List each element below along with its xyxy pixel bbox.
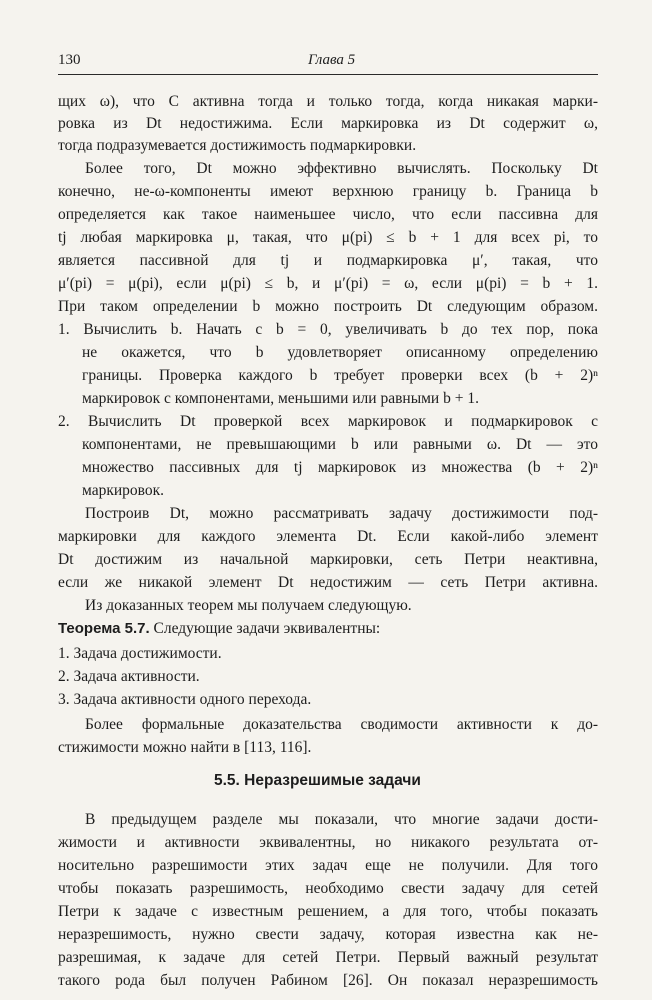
text-line: μ′(pi) = μ(pi), если μ(pi) ≤ b, и μ′(pi) = ω, если μ(pi) = b + 1.	[58, 275, 598, 292]
section-title: 5.5. Неразрешимые задачи	[214, 772, 421, 789]
running-title: Глава 5	[308, 52, 356, 68]
text-line: чтобы показать разрешимость, необходимо свести задачу для сетей	[58, 880, 598, 897]
text-line: ровка из Dt недостижима. Если маркировка из Dt содержит ω,	[58, 115, 598, 132]
text-line: маркировок.	[82, 482, 165, 499]
text-line: носительно разрешимости этих задач еще не получили. Для того	[58, 857, 598, 874]
text-line: 1. Вычислить b. Начать с b = 0, увеличивать b до тех пор, пока	[58, 321, 598, 338]
text-line: щих ω), что C активна тогда и только тогда, когда никакая марки-	[58, 93, 598, 110]
text-line: Построив Dt, можно рассматривать задачу достижимости под-	[85, 505, 598, 522]
text-line: такого рода был получен Рабином [26]. Он показал неразрешимость	[58, 972, 598, 989]
theorem-label: Теорема 5.7.	[58, 620, 150, 637]
text-line: если же никакой элемент Dt недостижим — сеть Петри активна.	[58, 574, 598, 591]
text-line: является пассивной для tj и подмаркировка μ′, такая, что	[58, 252, 598, 269]
text-line: жимости и активности эквивалентны, но никакого результата от-	[58, 834, 598, 851]
text-line: 2. Вычислить Dt проверкой всех маркировок и подмаркировок с	[58, 413, 598, 430]
text-line: множество пассивных для tj маркировок из множества (b + 2)ⁿ	[82, 459, 598, 476]
text-line: границы. Проверка каждого b требует проверки всех (b + 2)ⁿ	[82, 367, 598, 384]
text-line: tj любая маркировка μ, такая, что μ(pi) ≤ b + 1 для всех pi, то	[58, 229, 598, 246]
text-line: разрешимая, к задаче для сетей Петри. Первый важный результат	[58, 949, 598, 966]
text-line: конечно, не-ω-компоненты имеют верхнюю границу b. Граница b	[58, 183, 598, 200]
text-line: маркировки для каждого элемента Dt. Если какой-либо элемент	[58, 528, 598, 545]
text-line: 2. Задача активности.	[58, 668, 200, 685]
text-line: Более формальные доказательства сводимости активности к до-	[85, 716, 598, 733]
text-line: тогда подразумевается достижимость подмаркировки.	[58, 137, 417, 154]
text-line: При таком определении b можно построить Dt следующим образом.	[58, 298, 598, 315]
text-line: Dt достижим из начальной маркировки, сеть Петри неактивна,	[58, 551, 598, 568]
theorem-text: Следующие задачи эквивалентны:	[149, 620, 381, 637]
text-line: Петри к задаче с известным решением, а для того, чтобы показать	[58, 903, 598, 920]
text-line: 3. Задача активности одного перехода.	[58, 691, 312, 708]
text-line: Более того, Dt можно эффективно вычислять. Поскольку Dt	[85, 160, 598, 177]
text-line: неразрешимость, нужно свести задачу, которая известна как не-	[58, 926, 598, 943]
text-line: В предыдущем разделе мы показали, что многие задачи дости-	[85, 811, 598, 828]
text-line: определяется как такое наименьшее число, что если пассивна для	[58, 206, 598, 223]
text-line: маркировок с компонентами, меньшими или равными b + 1.	[82, 390, 479, 407]
text-line: не окажется, что b удовлетворяет описанному определению	[82, 344, 598, 361]
page-number: 130	[58, 52, 81, 68]
text-line: 1. Задача достижимости.	[58, 645, 222, 662]
text-line: компонентами, не превышающими b или равными ω. Dt — это	[82, 436, 598, 453]
page-header	[58, 52, 598, 75]
theorem-line	[58, 619, 380, 639]
text-line: Из доказанных теорем мы получаем следующую.	[85, 597, 412, 614]
text-line: стижимости можно найти в [113, 116].	[58, 739, 312, 756]
